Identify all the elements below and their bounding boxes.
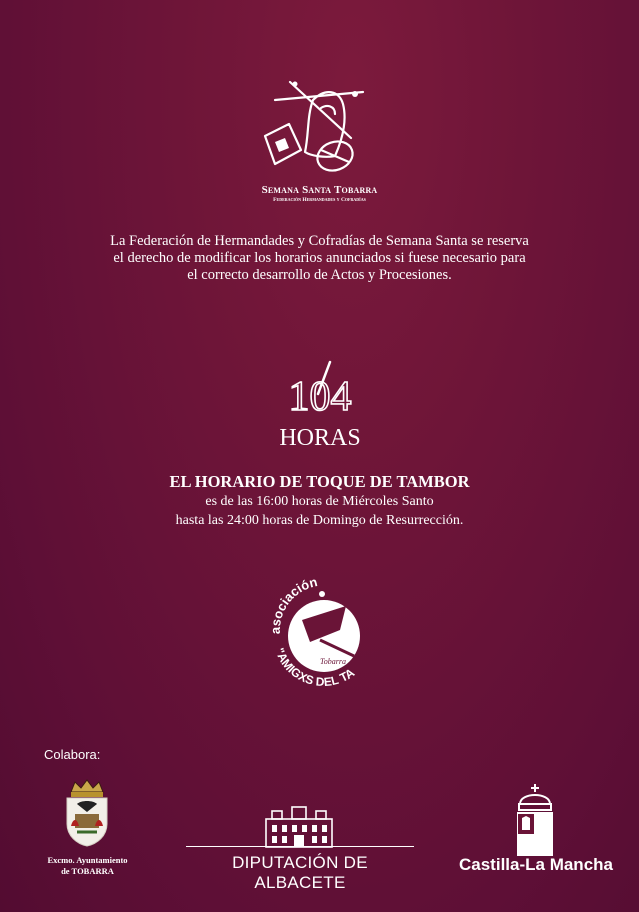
- assoc-top-text: asociación: [267, 574, 319, 635]
- schedule-title: EL HORARIO DE TOQUE DE TAMBOR: [169, 472, 470, 491]
- assoc-bottom-text: "AMIGXS DEL TA: [272, 646, 358, 690]
- semana-santa-logo: [255, 78, 385, 182]
- 104-horas-logo: [270, 360, 370, 450]
- tobarra-label-line-1: Excmo. Ayuntamiento: [47, 855, 128, 865]
- tobarra-label-line-2: de TOBARRA: [61, 866, 114, 876]
- notice-line-1: La Federación de Hermandades y Cofradías de Semana Santa se reserva: [110, 233, 529, 249]
- amigxs-del-tambor-logo: [262, 572, 388, 690]
- notice-line-3: el correcto desarrollo de Actos y Procesiones.: [187, 267, 452, 283]
- diputacion-name: DIPUTACIÓN DE ALBACETE: [232, 853, 368, 892]
- notice-line-2: el derecho de modificar los horarios anunciados si fuese necesario para: [113, 250, 526, 266]
- tobarra-crest-icon: [63, 778, 111, 848]
- assoc-city: Tobarra: [320, 657, 346, 666]
- diputacion-building-icon: [262, 805, 336, 849]
- org-subtitle: Federación Hermandades y Cofradías: [273, 197, 366, 203]
- org-name: Semana Santa Tobarra: [261, 184, 378, 196]
- diputacion-divider: [186, 846, 414, 847]
- castilla-la-mancha-crest-icon: [514, 782, 556, 858]
- colabora-label: Colabora:: [44, 747, 101, 762]
- horas-word: HORAS: [279, 425, 361, 450]
- disclaimer-notice: [0, 233, 639, 284]
- castilla-la-mancha-name: Castilla-La Mancha: [459, 855, 613, 874]
- schedule-line-1: es de las 16:00 horas de Miércoles Santo: [205, 494, 434, 509]
- schedule-line-2: hasta las 24:00 horas de Domingo de Resurrección.: [175, 513, 464, 528]
- horas-number: 104: [288, 374, 352, 420]
